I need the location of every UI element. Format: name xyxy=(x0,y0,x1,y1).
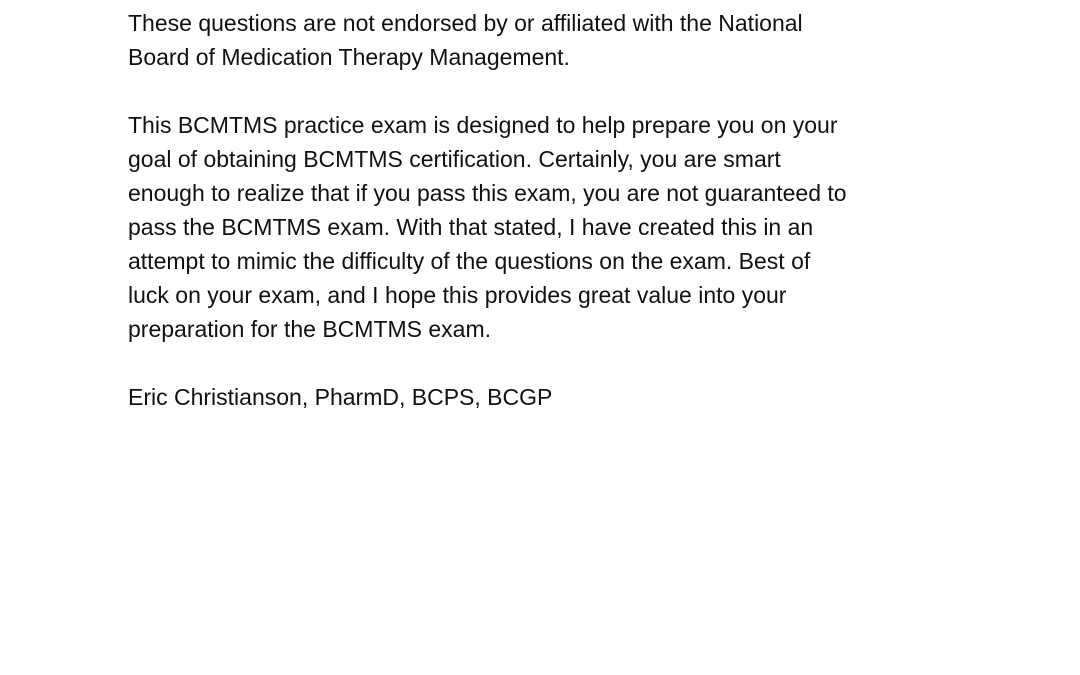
disclaimer-line: These questions are not endorsed by or affiliated with the National xyxy=(128,10,803,36)
intro-line: goal of obtaining BCMTMS certification. Certainly, you are smart xyxy=(128,146,781,172)
intro-paragraph xyxy=(128,108,968,346)
intro-line: enough to realize that if you pass this exam, you are not guaranteed to xyxy=(128,180,847,206)
intro-line: This BCMTMS practice exam is designed to help prepare you on your xyxy=(128,112,838,138)
document-body xyxy=(128,6,968,414)
intro-line: pass the BCMTMS exam. With that stated, I have created this in an xyxy=(128,214,814,240)
intro-line: attempt to mimic the difficulty of the questions on the exam. Best of xyxy=(128,248,811,274)
intro-line: luck on your exam, and I hope this provides great value into your xyxy=(128,282,787,308)
disclaimer-line: Board of Medication Therapy Management. xyxy=(128,44,570,70)
disclaimer-paragraph xyxy=(128,6,968,74)
intro-line: preparation for the BCMTMS exam. xyxy=(128,316,492,342)
author-signature: Eric Christianson, PharmD, BCPS, BCGP xyxy=(128,384,553,410)
